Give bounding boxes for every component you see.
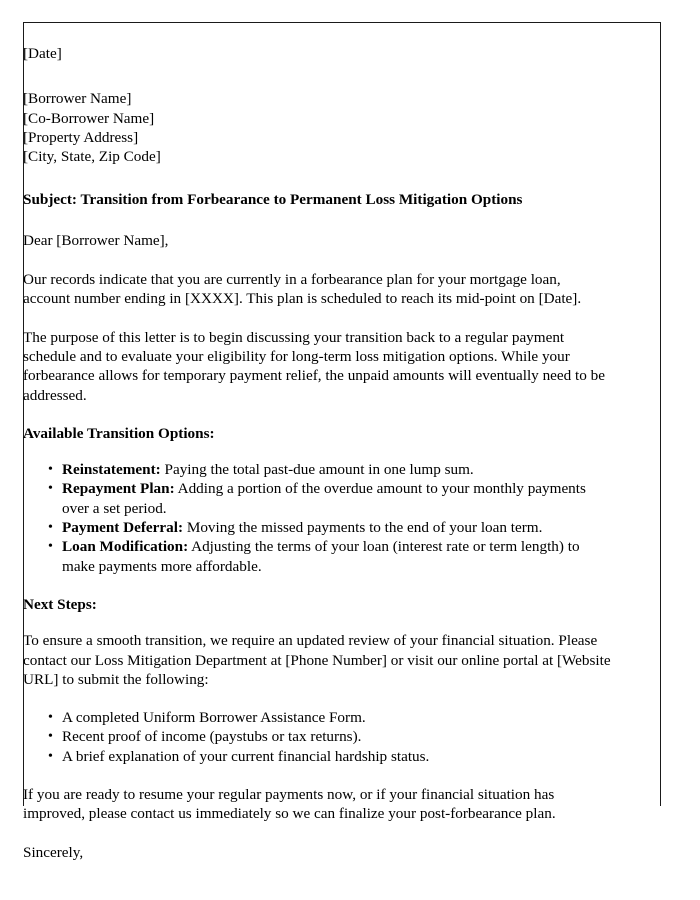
list-item: • A brief explanation of your current financial hardship status. — [62, 747, 611, 766]
recipient-address-block — [23, 89, 611, 166]
paragraph-resume-payments: If you are ready to resume your regular payments now, or if your financial situation has improved, please contact us immediately so we can finalize your post-forbearance plan. — [23, 786, 556, 823]
heading-available-transition-options: Available Transition Options: — [23, 424, 215, 442]
option-description: Adjusting the terms of your loan (interest rate or term length) to make payments more affordable. — [62, 538, 580, 575]
subject-line: Subject: Transition from Forbearance to Permanent Loss Mitigation Options — [23, 191, 523, 209]
paragraph-letter-purpose: The purpose of this letter is to begin discussing your transition back to a regular payment schedule and to evaluate your eligibility for long-term loss mitigation options. While your forbearance allows for temporary payment relief, the unpaid amounts will eventually need to be addressed. — [23, 328, 605, 404]
address-line-property-address: [Property Address] — [23, 128, 139, 146]
paragraph-next-steps-instructions: To ensure a smooth transition, we require an updated review of your financial situation. Please contact our Loss Mitigation Department at [Phone Number] or visit our online portal at [Website URL] to submit the following: — [23, 632, 611, 688]
list-item — [62, 537, 611, 576]
salutation: Dear [Borrower Name], — [23, 231, 169, 249]
list-item: • Recent proof of income (paystubs or tax returns). — [62, 727, 611, 746]
list-item — [62, 479, 611, 518]
heading-next-steps: Next Steps: — [23, 595, 97, 613]
list-item: • A completed Uniform Borrower Assistance Form. — [62, 708, 611, 727]
option-term: Reinstatement: — [62, 461, 161, 479]
option-term: Repayment Plan: — [62, 480, 175, 498]
option-description: Paying the total past-due amount in one lump sum. — [160, 461, 474, 479]
address-line-co-borrower-name: [Co-Borrower Name] — [23, 109, 155, 127]
option-term: Payment Deferral: — [62, 519, 184, 537]
paragraph-forbearance-status: Our records indicate that you are currently in a forbearance plan for your mortgage loan, account number ending in [XXXX]. This plan is scheduled to reach its mid-point on [Date]. — [23, 271, 582, 308]
letter-date: [Date] — [23, 45, 62, 62]
address-line-city-state-zip: [City, State, Zip Code] — [23, 148, 161, 166]
option-description: Moving the missed payments to the end of your loan term. — [183, 519, 543, 537]
transition-options-list — [23, 460, 611, 576]
option-term: Loan Modification: — [62, 538, 189, 556]
option-description: Adding a portion of the overdue amount to your monthly payments over a set period. — [62, 480, 586, 517]
address-line-borrower-name: [Borrower Name] — [23, 90, 132, 108]
required-documents-list — [23, 708, 611, 766]
closing-salutation: Sincerely, — [23, 843, 84, 861]
letter-body — [23, 44, 611, 862]
list-item — [62, 518, 611, 537]
list-item — [62, 460, 611, 479]
